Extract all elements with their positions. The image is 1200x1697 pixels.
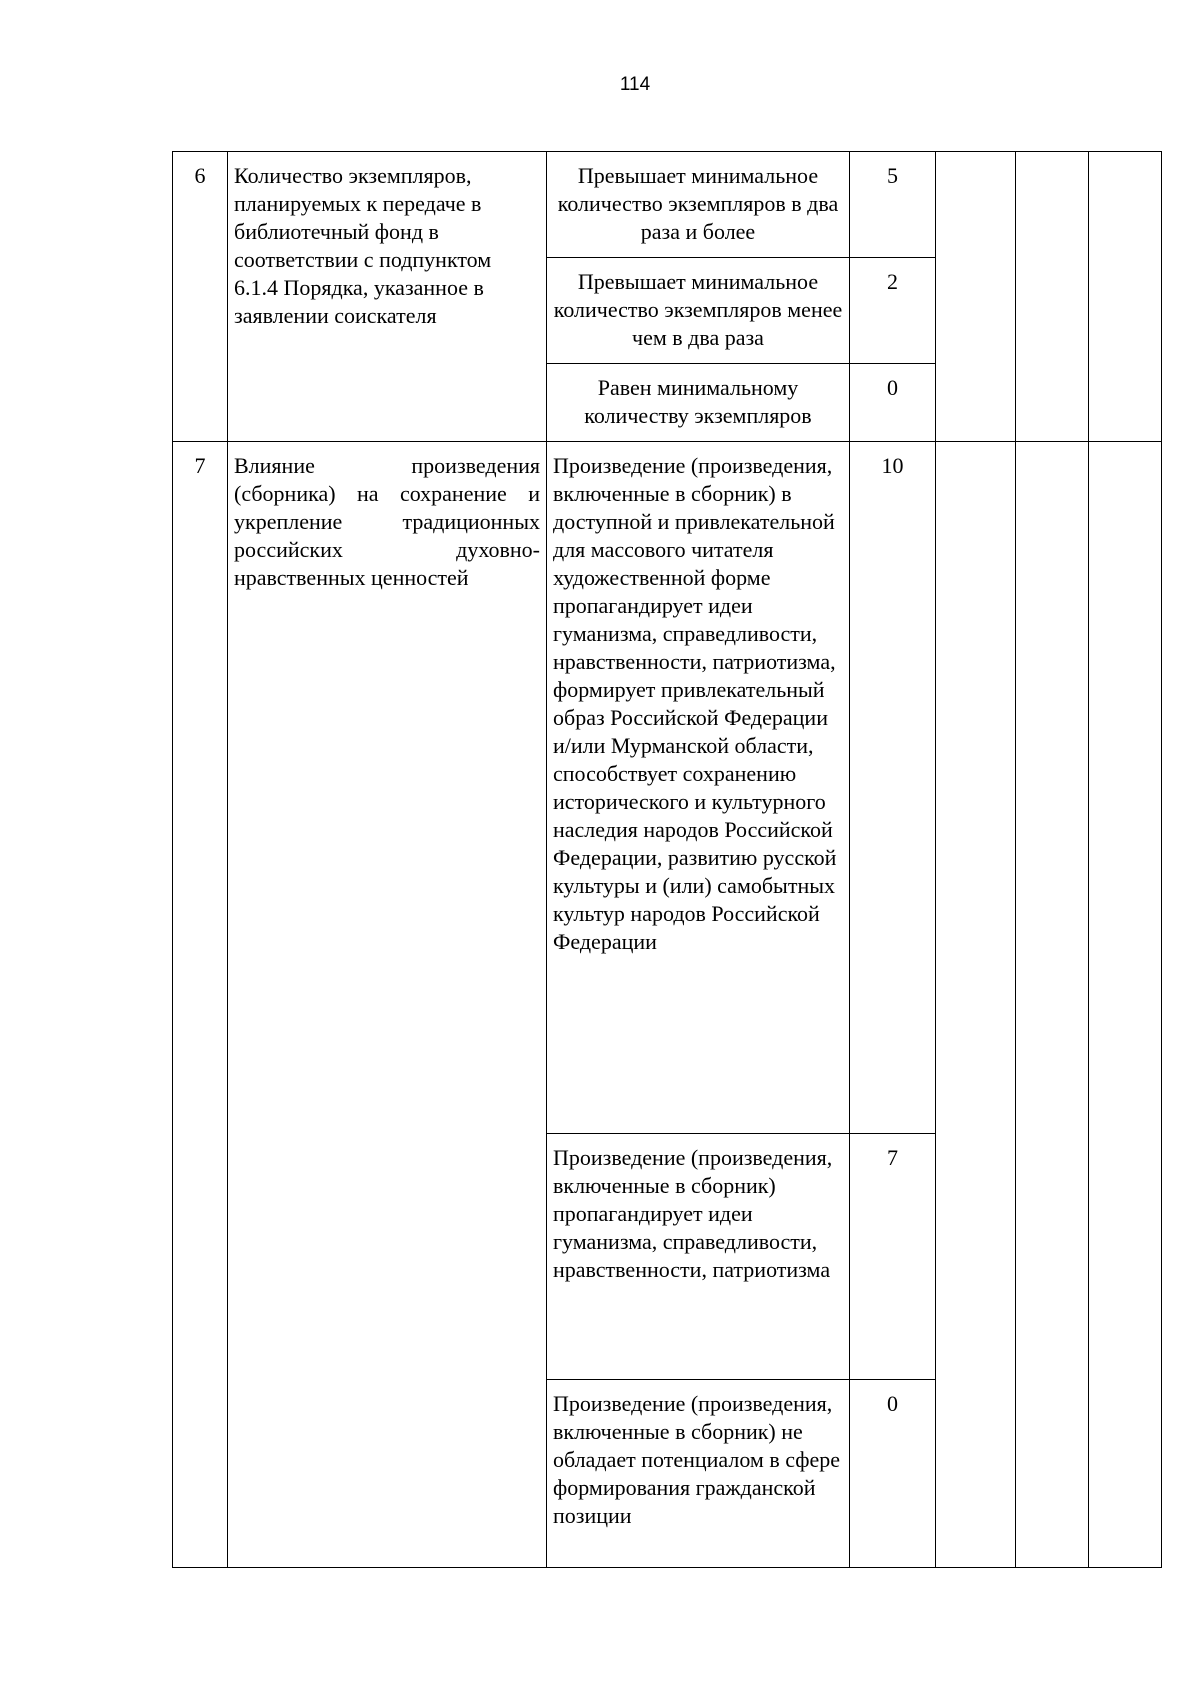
option-text: Произведение (произведения, включенные в сборник) не обладает потенциалом в сфере формирования гражданской позиции [547,1380,850,1568]
option-text: Превышает минимальное количество экземпляров менее чем в два раза [547,258,850,364]
criterion-name: Количество экземпляров, планируемых к передаче в библиотечный фонд в соответствии с подпунктом 6.1.4 Порядка, указанное в заявлении соискателя [228,152,547,442]
option-text: Равен минимальному количеству экземпляров [547,364,850,442]
criteria-table [172,151,1162,1568]
option-text: Произведение (произведения, включенные в сборник) в доступной и привлекательной для массового читателя художественной форме пропагандирует идеи гуманизма, справедливости, нравственности, патриотизма, формирует привлекательный образ Российской Федерации и/или Мурманской области, способствует сохранению исторического и культурного наследия народов Российской Федерации, развитию русской культуры и (или) самобытных культур народов Российской Федерации [547,442,850,1134]
empty-cell [936,152,1016,442]
empty-cell [1089,152,1162,442]
empty-cell [1016,442,1089,1568]
row-number: 7 [173,442,228,1568]
table-row [173,442,1162,1134]
table-row [173,152,1162,258]
option-score: 2 [850,258,936,364]
criterion-name: Влияние произведения (сборника) на сохранение и укрепление традиционных российских духовно-нравственных ценностей [228,442,547,1568]
option-score: 7 [850,1134,936,1380]
empty-cell [1016,152,1089,442]
option-score: 0 [850,1380,936,1568]
empty-cell [1089,442,1162,1568]
row-number: 6 [173,152,228,442]
option-text: Превышает минимальное количество экземпляров в два раза и более [547,152,850,258]
option-score: 5 [850,152,936,258]
empty-cell [936,442,1016,1568]
option-score: 0 [850,364,936,442]
option-score: 10 [850,442,936,1134]
page-number: 114 [619,74,651,95]
option-text: Произведение (произведения, включенные в сборник) пропагандирует идеи гуманизма, справедливости, нравственности, патриотизма [547,1134,850,1380]
